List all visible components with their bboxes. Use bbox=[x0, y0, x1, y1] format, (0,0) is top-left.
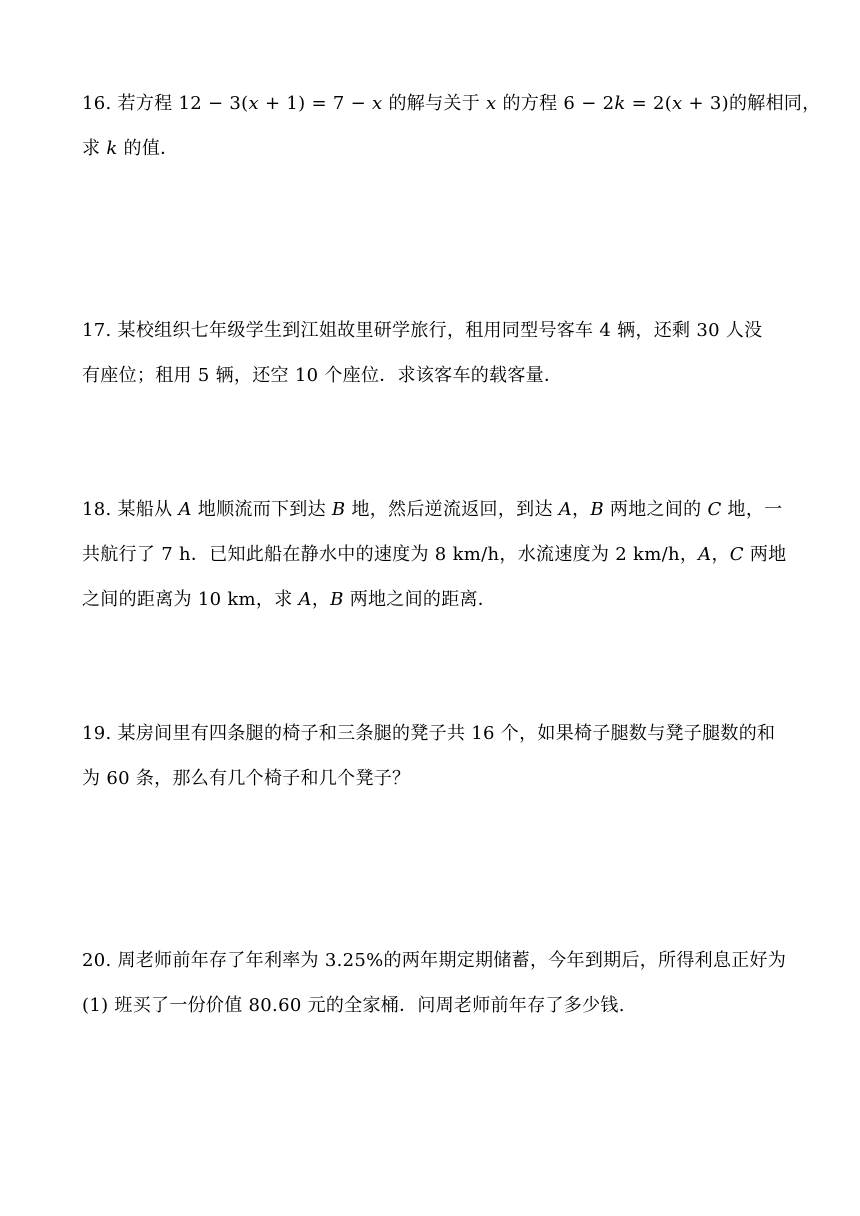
problem-20-line-2: (1) 班买了一份价值 80.60 元的全家桶．问周老师前年存了多少钱. bbox=[82, 995, 625, 1016]
problem-19-line-2: 为 60 条，那么有几个椅子和几个凳子？ bbox=[82, 768, 411, 789]
problem-18-line-1: 18. 某船从 𝐴 地顺流而下到达 𝐵 地，然后逆流返回，到达 𝐴，𝐵 两地之间的 𝐶 地，一 bbox=[82, 499, 783, 520]
problem-19 bbox=[82, 711, 834, 801]
problem-18-line-3: 之间的距离为 10 km，求 𝐴，𝐵 两地之间的距离． bbox=[82, 589, 497, 610]
problem-19-line-1: 19. 某房间里有四条腿的椅子和三条腿的凳子共 16 个，如果椅子腿数与凳子腿数的和 bbox=[82, 723, 776, 744]
problem-16-line-2: 求 𝑘 的值． bbox=[82, 138, 179, 159]
problem-20 bbox=[82, 938, 834, 1028]
problem-16-line-1: 16. 若方程 12 − 3(𝑥 + 1) = 7 − 𝑥 的解与关于 𝑥 的方程 6 − 2𝑘 = 2(𝑥 + 3)的解相同， bbox=[82, 93, 821, 114]
problem-17 bbox=[82, 308, 834, 398]
problem-18 bbox=[82, 487, 834, 622]
problem-18-line-2: 共航行了 7 h．已知此船在静水中的速度为 8 km/h，水流速度为 2 km/h，𝐴，𝐶 两地 bbox=[82, 544, 787, 565]
problem-16 bbox=[82, 81, 834, 171]
problem-17-line-1: 17. 某校组织七年级学生到江姐故里研学旅行，租用同型号客车 4 辆，还剩 30 人没 bbox=[82, 320, 763, 341]
problem-17-line-2: 有座位；租用 5 辆，还空 10 个座位．求该客车的载客量． bbox=[82, 365, 563, 386]
problem-20-line-1: 20. 周老师前年存了年利率为 3.25%的两年期定期储蓄，今年到期后，所得利息正好为 bbox=[82, 950, 787, 971]
